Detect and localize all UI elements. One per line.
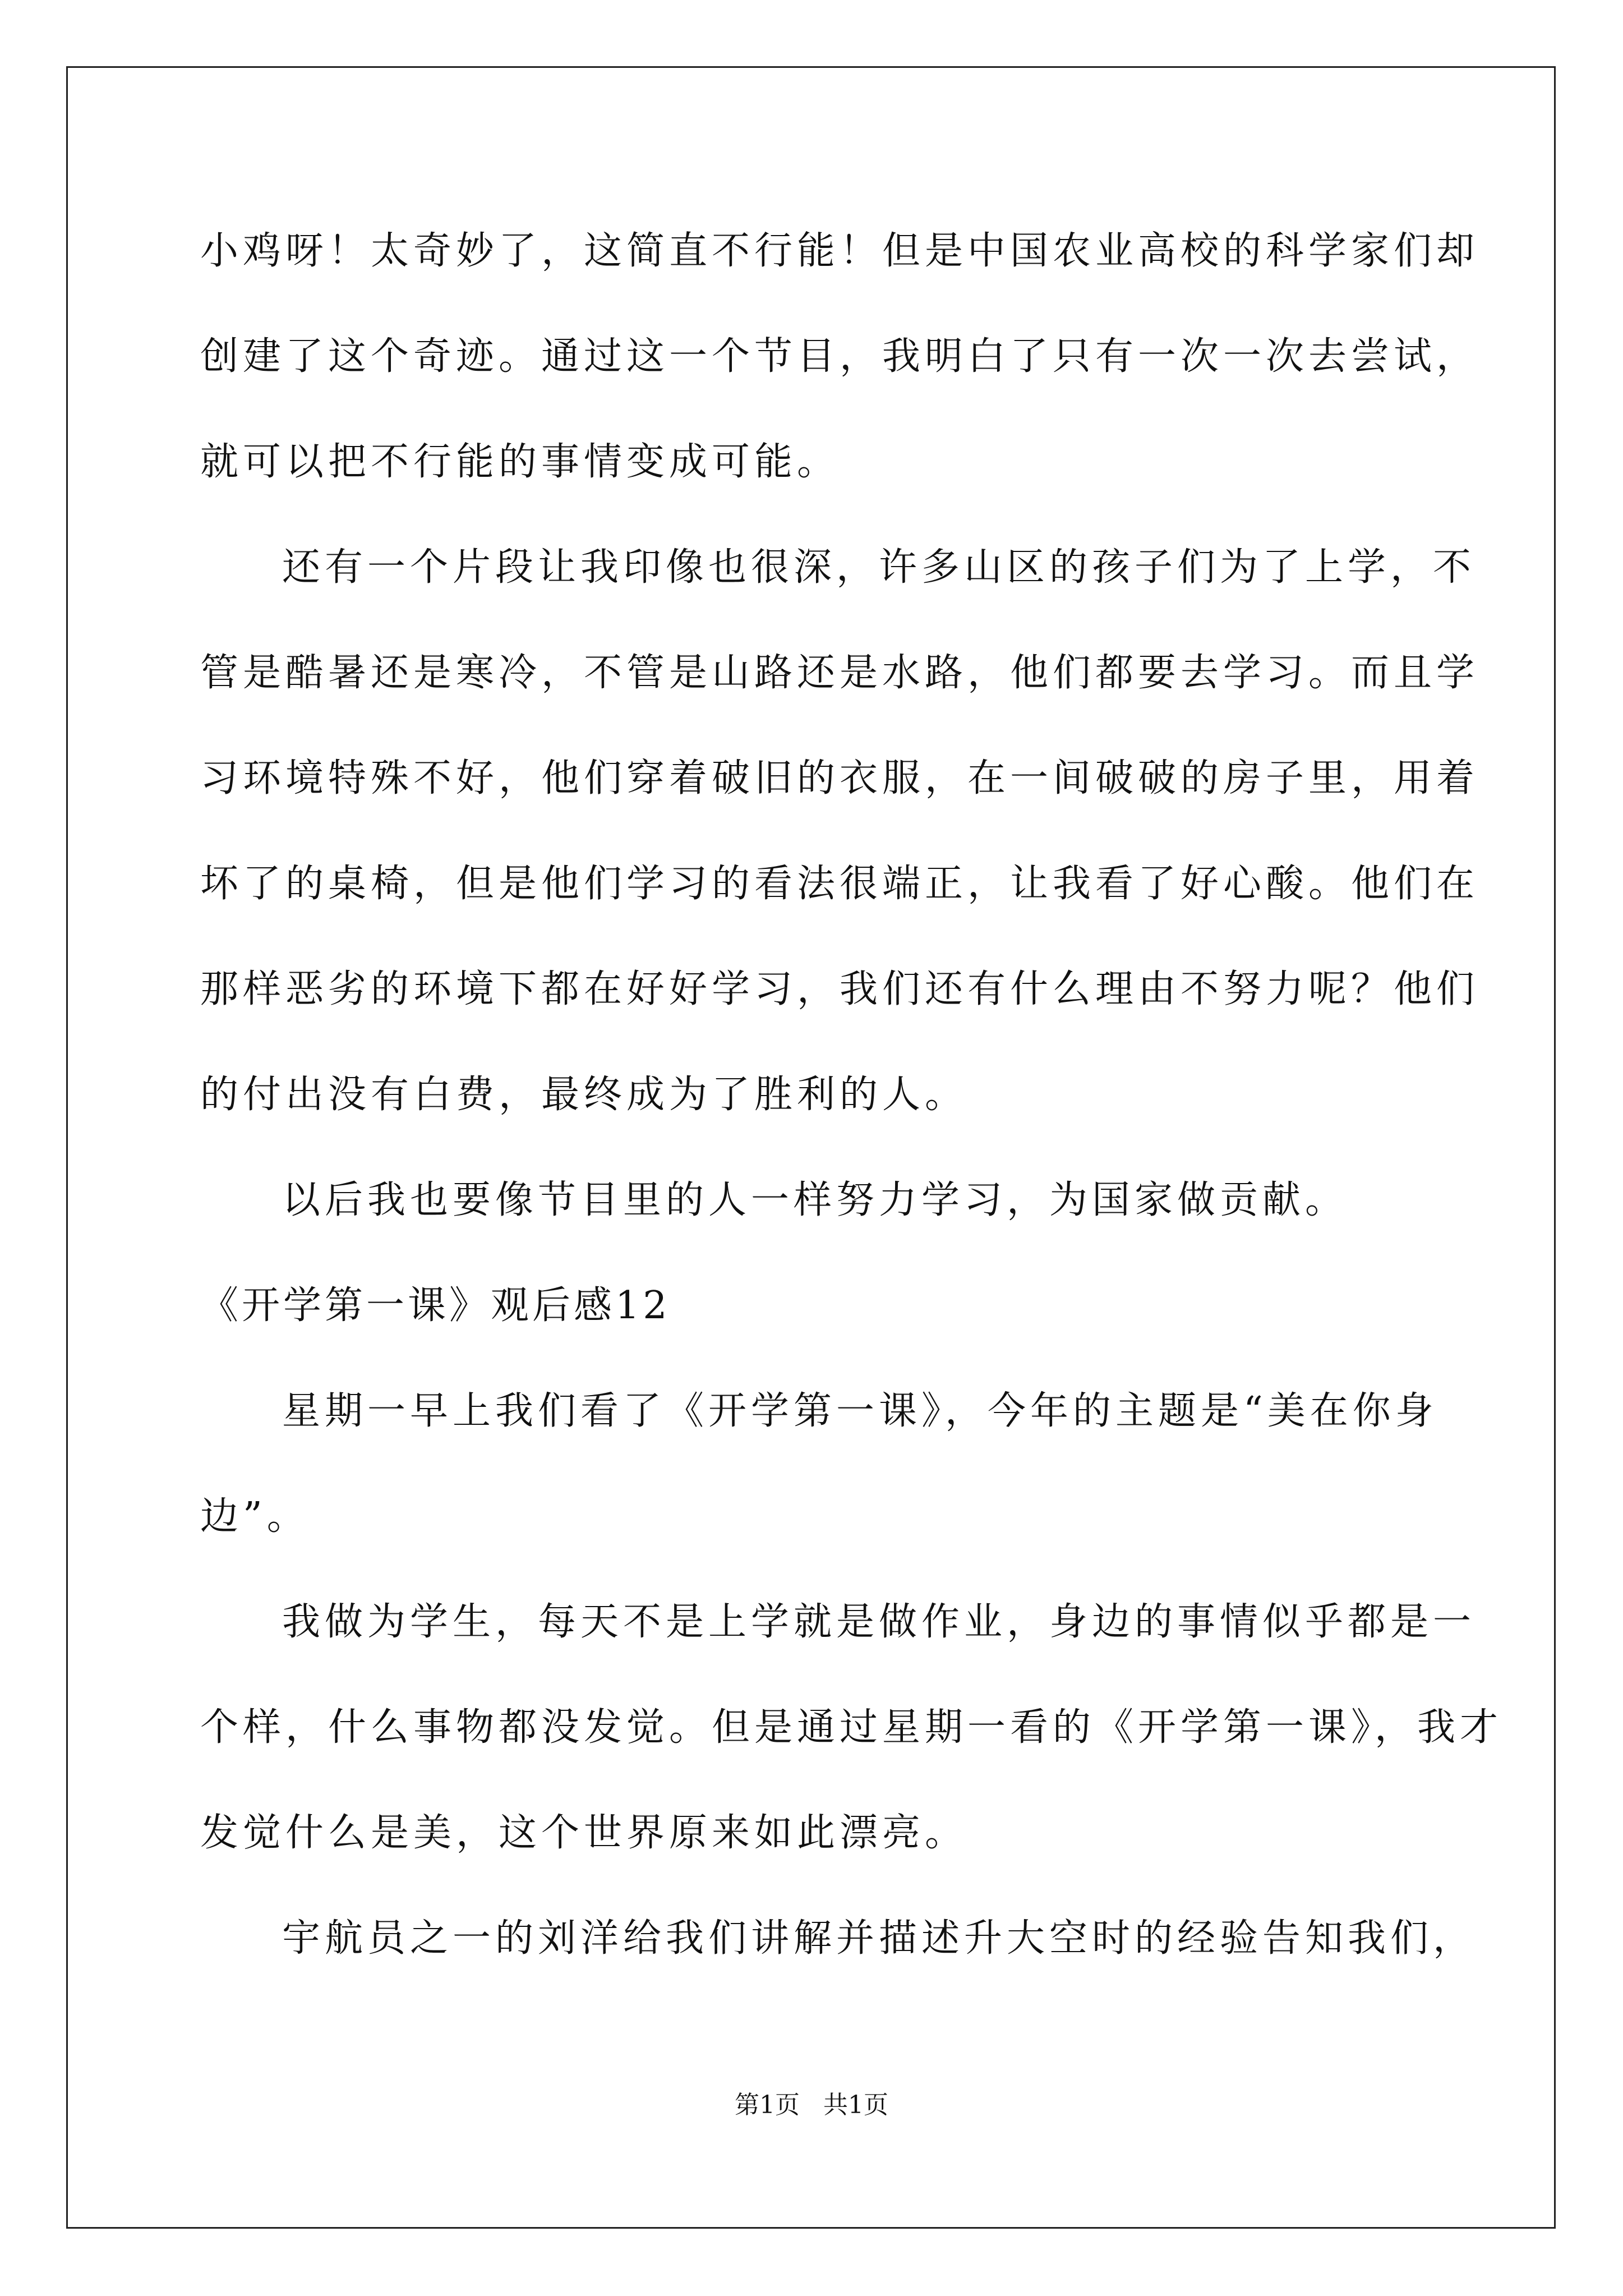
page-footer: 第1页 共1页: [735, 2091, 888, 2119]
paragraph-4-line-2: 边”。: [200, 1494, 310, 1539]
paragraph-5-line-1: 我做为学生，每天不是上学就是做作业，身边的事情似乎都是一: [282, 1600, 1476, 1644]
paragraph-2-line-4: 坏了的桌椅，但是他们学习的看法很端正，让我看了好心酸。他们在: [200, 862, 1479, 906]
text-line-1: 小鸡呀！太奇妙了，这简直不行能！但是中国农业高校的科学家们却: [200, 229, 1479, 273]
paragraph-2-line-3: 习环境特殊不好，他们穿着破旧的衣服，在一间破破的房子里，用着: [200, 756, 1479, 800]
paragraph-2-line-6: 的付出没有白费，最终成为了胜利的人。: [200, 1073, 968, 1117]
paragraph-3-line-1: 以后我也要像节目里的人一样努力学习，为国家做贡献。: [282, 1178, 1348, 1222]
paragraph-5-line-3: 发觉什么是美，这个世界原来如此漂亮。: [200, 1811, 968, 1855]
paragraph-6-line-1: 宇航员之一的刘洋给我们讲解并描述升大空时的经验告知我们，: [282, 1916, 1476, 1961]
paragraph-4-line-1: 星期一早上我们看了《开学第一课》，今年的主题是“美在你身: [282, 1389, 1438, 1433]
section-heading: 《开学第一课》观后感12: [200, 1283, 671, 1328]
paragraph-2-line-1: 还有一个片段让我印像也很深，许多山区的孩子们为了上学，不: [282, 545, 1476, 590]
paragraph-2-line-5: 那样恶劣的环境下都在好好学习，我们还有什么理由不努力呢？他们: [200, 967, 1479, 1011]
page-border: [66, 66, 1556, 2229]
paragraph-2-line-2: 管是酷暑还是寒冷，不管是山路还是水路，他们都要去学习。而且学: [200, 651, 1479, 695]
text-line-3: 就可以把不行能的事情变成可能。: [200, 440, 840, 484]
text-line-2: 创建了这个奇迹。通过这一个节目，我明白了只有一次一次去尝试，: [200, 334, 1479, 379]
paragraph-5-line-2: 个样，什么事物都没发觉。但是通过星期一看的《开学第一课》，我才: [200, 1705, 1503, 1750]
